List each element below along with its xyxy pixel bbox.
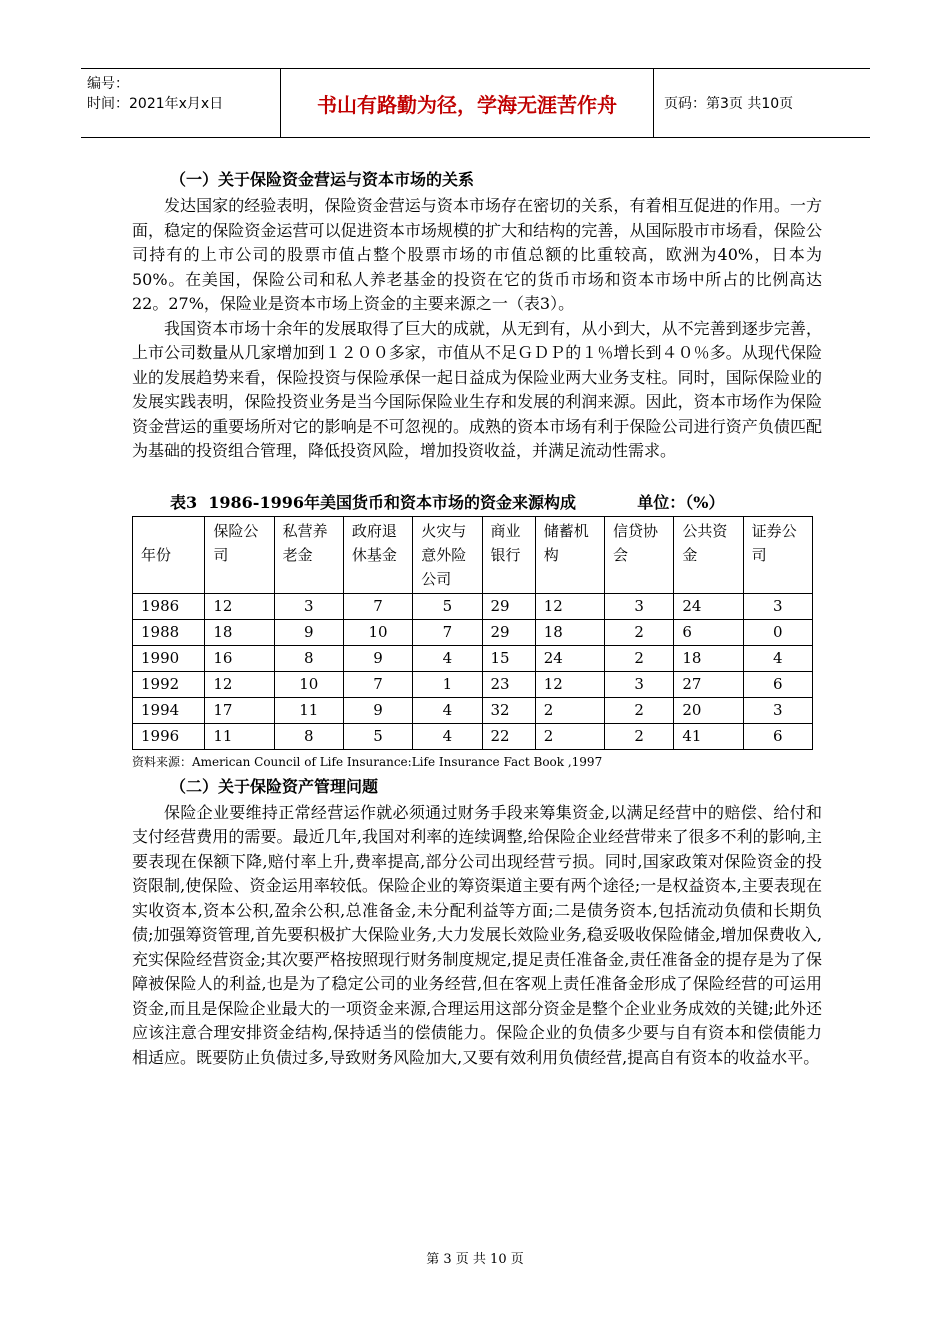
table-cell: 12 (535, 671, 604, 697)
header-motto: 书山有路勤为径，学海无涯苦作舟 (281, 69, 654, 137)
header-meta (81, 69, 281, 137)
table-cell: 11 (274, 697, 343, 723)
table-cell: 2 (535, 723, 604, 749)
header-time-label: 时间：2021年x月x日 (87, 96, 224, 112)
table-cell: 41 (674, 723, 743, 749)
section-2-paragraph-1: 保险企业要维持正常经营运作就必须通过财务手段来筹集资金,以满足经营中的赔偿、给付和支付经营费用的需要。最近几年,我国对利率的连续调整,给保险企业经营带来了很多不利的影响,主要表现在保额下降,赔付率上升,费率提高,部分公司出现经营亏损。同时,国家政策对保险资金的投资限制,使保险、资金运用率较低。保险企业的筹资渠道主要有两个途径;一是权益资本,主要表现在实收资本,资本公积,盈余公积,总准备金,未分配利益等方面;二是债务资本,包括流动负债和长期负债;加强筹资管理,首先要积极扩大保险业务,大力发展长效险业务,稳妥吸收保险储金,增加保费收入,充实保险经营资金;其次要严格按照现行财务制度规定,提足责任准备金,责任准备金的提存是为了保障被保险人的利益,也是为了稳定公司的业务经营,但在客观上责任准备金形成了保险经营的可运用资金,而且是保险企业最大的一项资金来源,合理运用这部分资金是整个企业业务成效的关键;此外还应该注意合理安排资金结构,保持适当的偿债能力。保险企业的负债多少要与自有资本和偿债能力相适应。既要防止负债过多,导致财务风险加大,又要有效利用负债经营,提高自有资本的收益水平。 (132, 802, 822, 1067)
table-cell: 16 (205, 645, 274, 671)
table-cell: 7 (413, 619, 482, 645)
table-cell: 11 (205, 723, 274, 749)
table-cell: 17 (205, 697, 274, 723)
table-cell: 3 (743, 593, 812, 619)
table-caption: 表3 1986-1996年美国货币和资本市场的资金来源构成 单位：（%） (170, 492, 725, 512)
table-cell: 29 (482, 619, 535, 645)
table-cell: 7 (343, 671, 412, 697)
table-cell: 23 (482, 671, 535, 697)
header-cell-year: 年份 (133, 516, 205, 593)
table-cell: 1986 (133, 593, 205, 619)
table-cell: 4 (413, 697, 482, 723)
table-cell: 6 (743, 723, 812, 749)
header-cell-securities: 证券公司 (743, 516, 812, 593)
table-cell: 18 (535, 619, 604, 645)
table-cell: 2 (605, 697, 674, 723)
table-cell: 1988 (133, 619, 205, 645)
table-cell: 6 (674, 619, 743, 645)
section-1-title: （一）关于保险资金营运与资本市场的关系 (170, 170, 475, 189)
table-cell: 29 (482, 593, 535, 619)
table-cell: 18 (674, 645, 743, 671)
table-cell: 7 (343, 593, 412, 619)
header-page-info: 页码：第3页 共10页 (664, 96, 794, 112)
document-body (132, 168, 822, 1070)
header-cell-fire-casualty: 火灾与意外险公司 (413, 516, 482, 593)
table-cell: 12 (205, 593, 274, 619)
table-cell: 9 (343, 697, 412, 723)
section-2-title: （二）关于保险资产管理问题 (170, 776, 379, 796)
table-cell: 12 (205, 671, 274, 697)
table-cell: 2 (605, 723, 674, 749)
header-cell-private-pension: 私营养老金 (274, 516, 343, 593)
table-cell: 3 (605, 671, 674, 697)
table-cell: 24 (674, 593, 743, 619)
table-cell: 27 (674, 671, 743, 697)
table-cell: 6 (743, 671, 812, 697)
header-cell-insurance: 保险公司 (205, 516, 274, 593)
table-row (133, 593, 813, 619)
table-cell: 2 (605, 645, 674, 671)
table-cell: 22 (482, 723, 535, 749)
table-cell: 10 (343, 619, 412, 645)
table-cell: 4 (413, 723, 482, 749)
table-cell: 12 (535, 593, 604, 619)
table-row (133, 645, 813, 671)
table-row (133, 697, 813, 723)
table-cell: 2 (535, 697, 604, 723)
header-cell-commercial-bank: 商业银行 (482, 516, 535, 593)
table-cell: 2 (605, 619, 674, 645)
table-cell: 1996 (133, 723, 205, 749)
table-cell: 3 (274, 593, 343, 619)
table-header-row (133, 516, 813, 593)
table-row (133, 671, 813, 697)
table-cell: 4 (413, 645, 482, 671)
section-1-paragraph-2: 我国资本市场十余年的发展取得了巨大的成就，从无到有，从小到大，从不完善到逐步完善，上市公司数量从几家增加到１２００多家，市值从不足ＧＤＰ的１％增长到４０％多。从现代保险业的发展趋势来看，保险投资与保险承保一起日益成为保险业两大业务支柱。同时，国际保险业的发展实践表明，保险投资业务是当今国际保险业生存和发展的利润来源。因此，资本市场作为保险资金营运的重要场所对它的影响是不可忽视的。成熟的资本市场有利于保险公司进行资产负债匹配为基础的投资组合管理，降低投资风险，增加投资收益，并满足流动性需求。 (132, 318, 822, 460)
table-cell: 5 (413, 593, 482, 619)
table-cell: 4 (743, 645, 812, 671)
header-number-label: 编号： (87, 76, 129, 92)
table-cell: 18 (205, 619, 274, 645)
table-cell: 20 (674, 697, 743, 723)
page-header (81, 68, 870, 138)
table-cell: 32 (482, 697, 535, 723)
table-cell: 9 (343, 645, 412, 671)
table-row (133, 723, 813, 749)
table-cell: 24 (535, 645, 604, 671)
table-row (133, 619, 813, 645)
table-cell: 9 (274, 619, 343, 645)
table-cell: 1992 (133, 671, 205, 697)
table-cell: 8 (274, 645, 343, 671)
table-cell: 3 (605, 593, 674, 619)
table-source: 资料来源：American Council of Life Insurance:Life Insurance Fact Book ,1997 (132, 754, 603, 769)
header-cell-credit-union: 信贷协会 (605, 516, 674, 593)
header-cell-gov-pension: 政府退休基金 (343, 516, 412, 593)
section-1-paragraph-1: 发达国家的经验表明，保险资金营运与资本市场存在密切的关系，有着相互促进的作用。一方面，稳定的保险资金运营可以促进资本市场规模的扩大和结构的完善，从国际股市市场看，保险公司持有的上市公司的股票市值占整个股票市场的市值总额的比重较高，欧洲为40%，日本为50%。在美国，保险公司和私人养老基金的投资在它的货币市场和资本市场中所占的比例高达22。27%，保险业是资本市场上资金的主要来源之一（表3）。 (132, 196, 822, 313)
table-cell: 10 (274, 671, 343, 697)
table-cell: 15 (482, 645, 535, 671)
table-cell: 5 (343, 723, 412, 749)
header-cell-savings: 储蓄机构 (535, 516, 604, 593)
page-footer: 第 3 页 共 10 页 (426, 1252, 524, 1267)
table-cell: 8 (274, 723, 343, 749)
table-cell: 1990 (133, 645, 205, 671)
table-cell: 3 (743, 697, 812, 723)
table-cell: 0 (743, 619, 812, 645)
header-cell-public-funds: 公共资金 (674, 516, 743, 593)
funding-sources-table (132, 516, 813, 750)
table-cell: 1 (413, 671, 482, 697)
table-cell: 1994 (133, 697, 205, 723)
